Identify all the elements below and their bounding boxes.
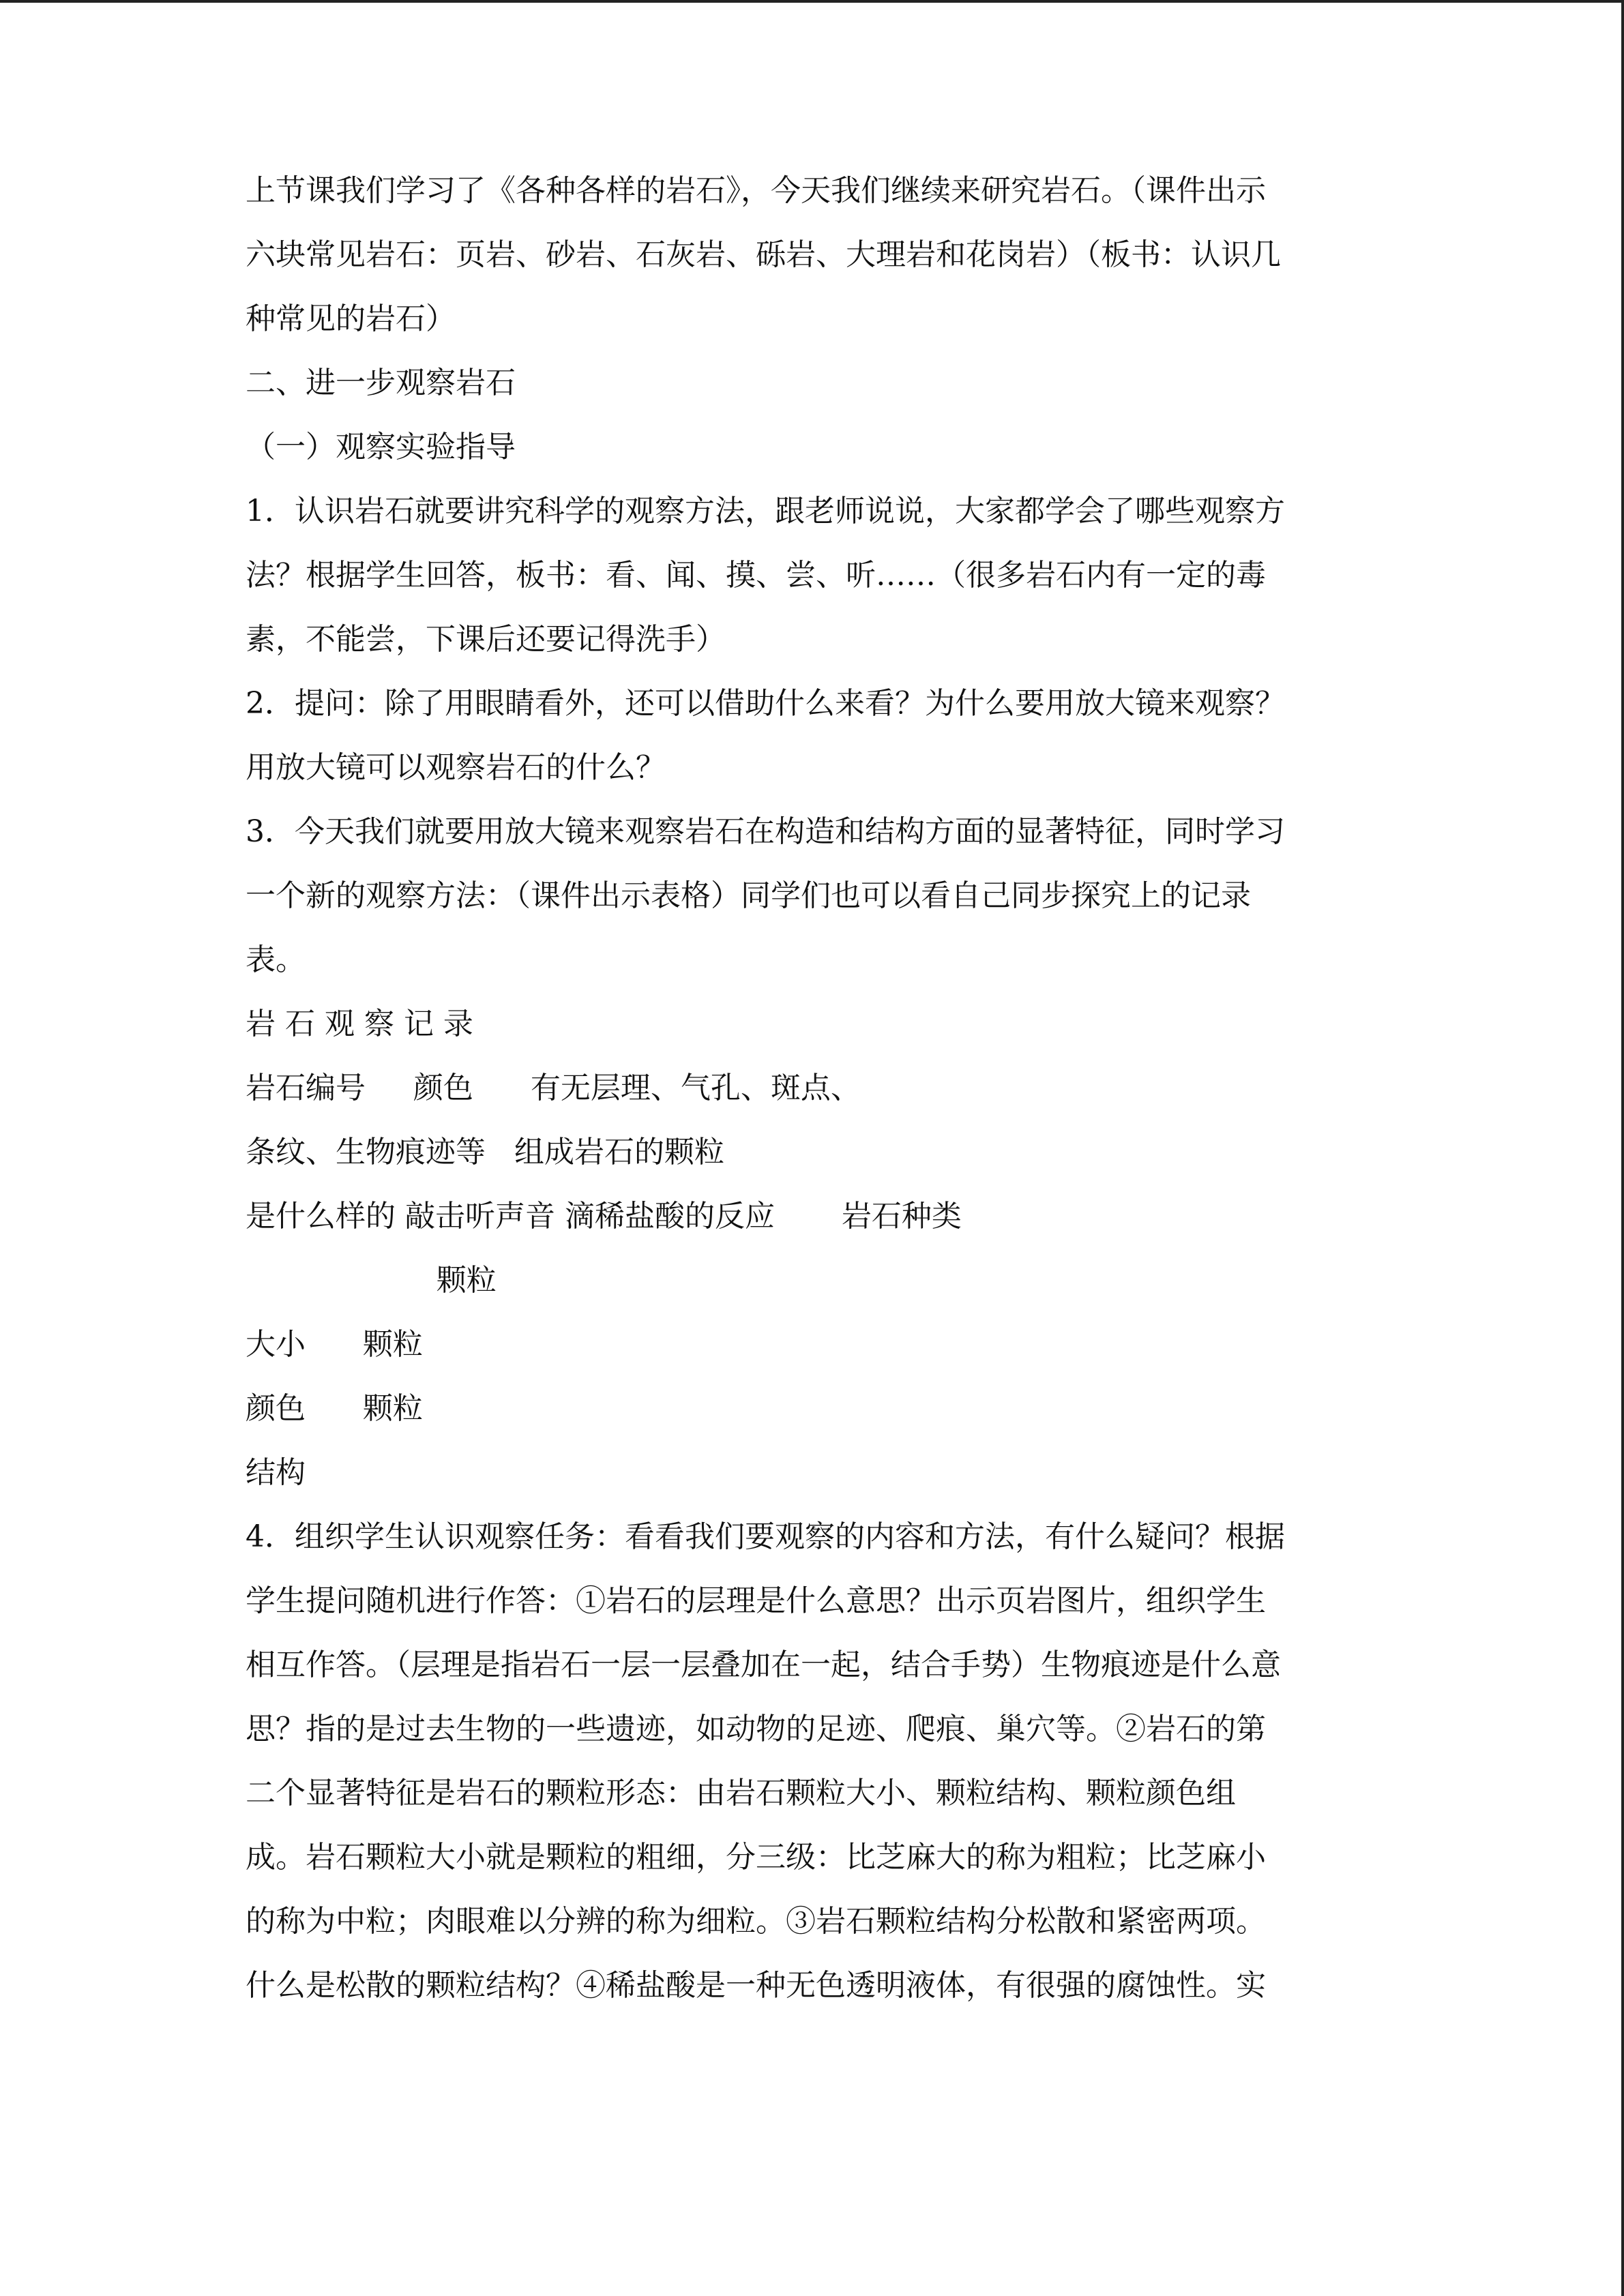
page-right-border [1621, 0, 1624, 2296]
text-line: 上节课我们学习了《各种各样的岩石》，今天我们继续来研究岩石。（课件出示 [246, 173, 1266, 208]
text-line: 法？根据学生回答，板书：看、闻、摸、尝、听……（很多岩石内有一定的毒 [246, 558, 1266, 593]
text-line: 思？指的是过去生物的一些遗迹，如动物的足迹、爬痕、巢穴等。②岩石的第 [246, 1712, 1266, 1746]
text-line: 成。岩石颗粒大小就是颗粒的粗细，分三级：比芝麻大的称为粗粒；比芝麻小 [246, 1840, 1266, 1875]
table-text-line: 颜色 颗粒 [246, 1391, 423, 1426]
text-line: 2．提问：除了用眼睛看外，还可以借助什么来看？为什么要用放大镜来观察？ [246, 686, 1285, 721]
text-line: 六块常见岩石：页岩、砂岩、石灰岩、砾岩、大理岩和花岗岩）（板书：认识几 [246, 237, 1281, 272]
text-line: 二个显著特征是岩石的颗粒形态：由岩石颗粒大小、颗粒结构、颗粒颜色组 [246, 1776, 1236, 1810]
text-line: 1．认识岩石就要讲究科学的观察方法，跟老师说说，大家都学会了哪些观察方 [246, 494, 1285, 528]
table-text-line: 是什么样的 敲击听声音 滴稀盐酸的反应 岩石种类 [246, 1199, 962, 1234]
text-line: 什么是松散的颗粒结构？④稀盐酸是一种无色透明液体，有很强的腐蚀性。实 [246, 1968, 1266, 2003]
text-line: 用放大镜可以观察岩石的什么？ [246, 750, 666, 785]
table-text-line: 结构 [246, 1455, 306, 1490]
table-text-line: 条纹、生物痕迹等 组成岩石的颗粒 [246, 1135, 724, 1169]
text-line: 学生提问随机进行作答：①岩石的层理是什么意思？出示页岩图片，组织学生 [246, 1583, 1266, 1618]
text-line: 种常见的岩石） [246, 301, 456, 336]
page-top-border [0, 0, 1624, 3]
text-line: 相互作答。（层理是指岩石一层一层叠加在一起，结合手势）生物痕迹是什么意 [246, 1648, 1281, 1682]
text-line: 表。 [246, 942, 306, 977]
subsection-heading: （一）观察实验指导 [246, 430, 516, 464]
table-text-line: 颗粒 [246, 1263, 497, 1298]
text-line: 一个新的观察方法：（课件出示表格）同学们也可以看自己同步探究上的记录 [246, 878, 1251, 913]
table-text-line: 大小 颗粒 [246, 1327, 423, 1362]
text-line: 的称为中粒；肉眼难以分辨的称为细粒。③岩石颗粒结构分松散和紧密两项。 [246, 1904, 1266, 1939]
text-line: 4．组织学生认识观察任务：看看我们要观察的内容和方法，有什么疑问？根据 [246, 1519, 1285, 1554]
section-heading: 二、进一步观察岩石 [246, 366, 516, 400]
table-text-line: 岩石编号 颜色 有无层理、气孔、斑点、 [246, 1071, 861, 1105]
text-line: 3．今天我们就要用放大镜来观察岩石在构造和结构方面的显著特征，同时学习 [246, 814, 1285, 849]
text-line: 素，不能尝，下课后还要记得洗手） [246, 622, 726, 657]
table-title: 岩 石 观 察 记 录 [246, 1007, 473, 1041]
